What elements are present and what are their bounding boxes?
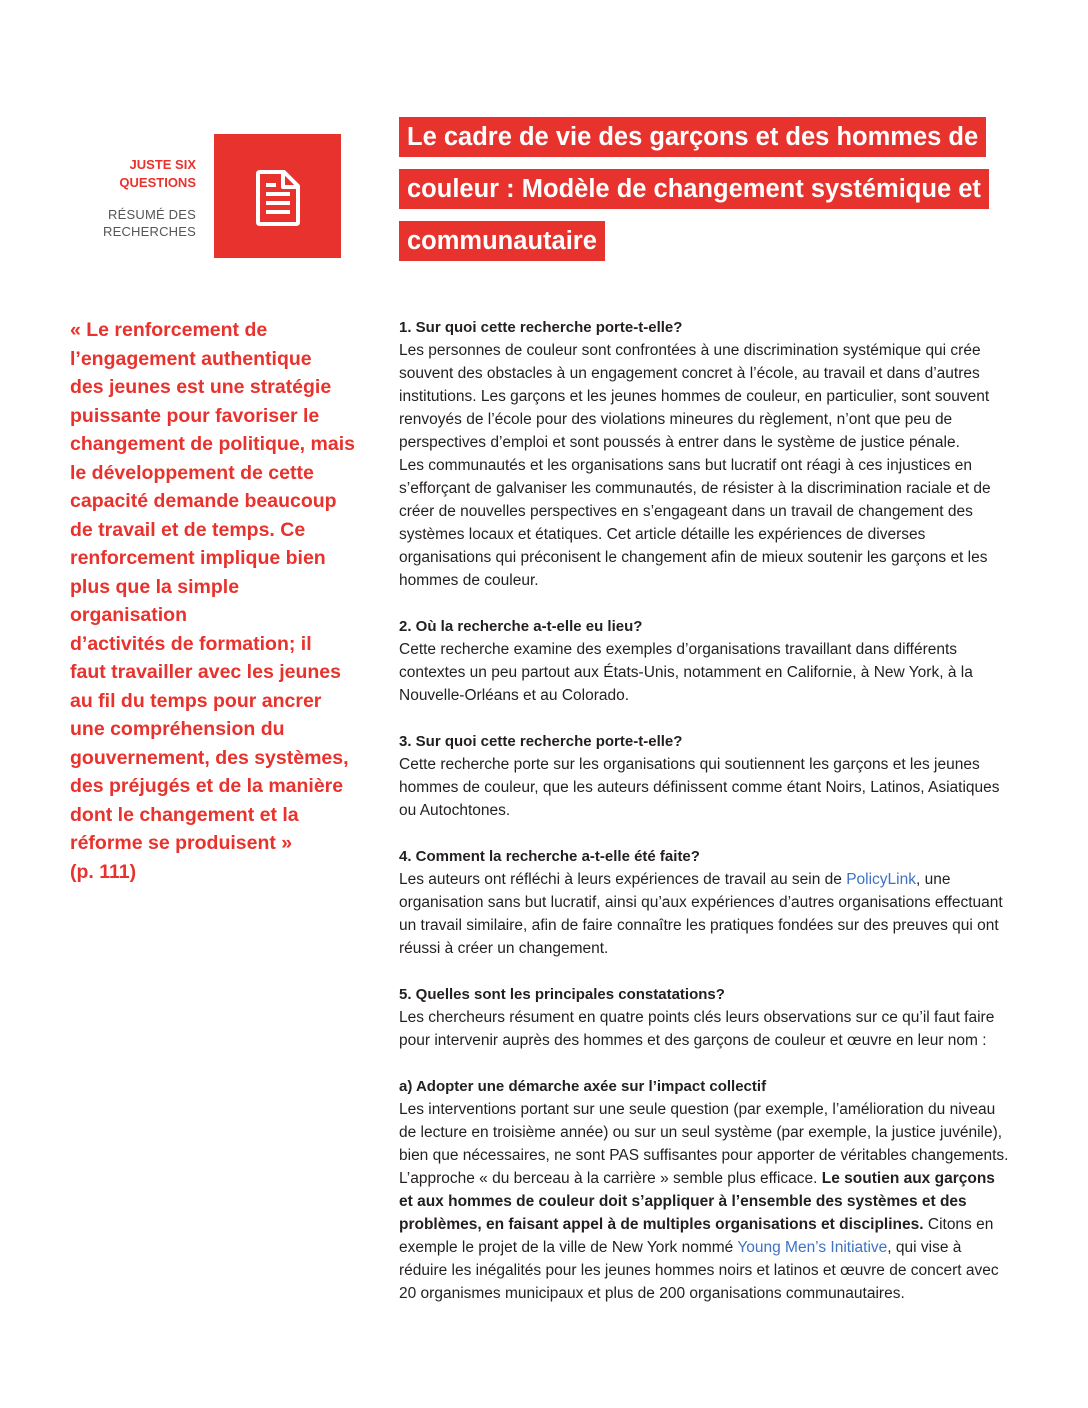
- doc-type-line2: RECHERCHES: [102, 224, 196, 239]
- section-heading: 3. Sur quoi cette recherche porte-t-elle?: [399, 733, 683, 750]
- text-run: Citons en exemple le projet de la ville de New York nommé: [399, 1216, 994, 1256]
- series-label-line2: QUESTIONS: [119, 175, 196, 190]
- section-paragraph: Les personnes de couleur sont confrontées à une discrimination systémique qui crée souvent des obstacles à un engagement concret à l’école, au travail et dans d’autres institutions. Les garçons et les jeunes hommes de couleur, en particulier, sont souvent renvoyés de l’école pour des violations mineures du règlement, n’ont que peu de perspectives d’emploi et sont poussés à entrer dans le système de justice pénale.: [399, 342, 990, 451]
- section-q4: [399, 845, 1011, 960]
- text-run: Les interventions portant sur une seule question (par exemple, l’amélioration du niveau de lecture en troisième année) ou sur un seul système (par exemple, la justice juvénile), bien que nécessaires, ne sont PAS suffisantes pour apporter de véritables changements. L’approche « du berceau à la carrière » semble plus efficace.: [399, 1101, 1009, 1187]
- section-paragraph: Cette recherche examine des exemples d’organisations travaillant dans différents contextes un peu partout aux États-Unis, notamment en Californie, à New York, à la Nouvelle-Orléans et au Colorado.: [399, 641, 973, 704]
- bold-text-run: Le soutien aux garçons et aux hommes de couleur doit s’appliquer à l’ensemble des systèmes et des problèmes, en faisant appel à de multiples organisations et disciplines.: [399, 1170, 995, 1233]
- text-run: , qui vise à réduire les inégalités pour les jeunes hommes noirs et latinos et œuvre de concert avec 20 organismes municipaux et plus de 200 organisations communautaires.: [399, 1239, 999, 1302]
- section-q1: [399, 316, 1011, 592]
- policylink-link[interactable]: PolicyLink: [846, 871, 916, 888]
- young-mens-initiative-link[interactable]: Young Men’s Initiative: [737, 1239, 888, 1256]
- section-heading: 4. Comment la recherche a-t-elle été faite?: [399, 848, 700, 865]
- series-label-line1: JUSTE SIX: [129, 157, 196, 172]
- section-q3: [399, 730, 1011, 822]
- section-q5: [399, 983, 1011, 1052]
- subsection-paragraph: [399, 1098, 1011, 1305]
- page-title: [399, 117, 1039, 273]
- title-line-1: Le cadre de vie des garçons et des hommes de: [399, 117, 986, 157]
- section-heading: 2. Où la recherche a-t-elle eu lieu?: [399, 618, 643, 635]
- title-line-3: communautaire: [399, 221, 605, 261]
- section-paragraph: [399, 868, 1011, 960]
- text-run: Les auteurs ont réfléchi à leurs expériences de travail au sein de: [399, 871, 847, 888]
- document-icon: [254, 169, 302, 227]
- section-heading: 1. Sur quoi cette recherche porte-t-elle?: [399, 319, 683, 336]
- header-labels: [60, 156, 196, 240]
- section-q2: [399, 615, 1011, 707]
- text-run: , une organisation sans but lucratif, ainsi qu’aux expériences d’autres organisations effectuant un travail similaire, afin de faire connaître les pratiques fondées sur des preuves qui ont réussi à créer un changement.: [399, 871, 1003, 957]
- title-line-2: couleur : Modèle de changement systémique et: [399, 169, 989, 209]
- pull-quote: « Le renforcement de l’engagement authentique des jeunes est une stratégie puissante pour favoriser le changement de politique, mais le développement de cette capacité demande beaucoup de travail et de temps. Ce renforcement implique bien plus que la simple organisation d’activités de formation; il faut travailler avec les jeunes au fil du temps pour ancrer une compréhension du gouvernement, des systèmes, des préjugés et de la manière dont le changement et la réforme se produisent » (p. 111): [70, 319, 355, 883]
- main-content: [399, 316, 1011, 1328]
- section-paragraph: Cette recherche porte sur les organisations qui soutiennent les garçons et les jeunes hommes de couleur, que les auteurs définissent comme étant Noirs, Latinos, Asiatiques ou Autochtones.: [399, 756, 1000, 819]
- subsection-a: [399, 1075, 1011, 1305]
- section-heading: 5. Quelles sont les principales constatations?: [399, 986, 725, 1003]
- doc-type-label: [60, 206, 196, 240]
- document-icon-box: [214, 134, 341, 258]
- doc-type-line1: RÉSUMÉ DES: [108, 207, 196, 222]
- section-paragraph: Les chercheurs résument en quatre points clés leurs observations sur ce qu’il faut faire pour intervenir auprès des hommes et des garçons de couleur et œuvre en leur nom :: [399, 1009, 995, 1049]
- section-paragraph: Les communautés et les organisations sans but lucratif ont réagi à ces injustices en s’efforçant de galvaniser les communautés, de résister à la discrimination raciale et de créer de nouvelles perspectives en s’engageant dans un travail de changement des systèmes locaux et étatiques. Cet article détaille les expériences de diverses organisations qui préconisent le changement afin de mieux soutenir les garçons et les hommes de couleur.: [399, 457, 991, 589]
- subsection-heading: a) Adopter une démarche axée sur l’impact collectif: [399, 1078, 767, 1095]
